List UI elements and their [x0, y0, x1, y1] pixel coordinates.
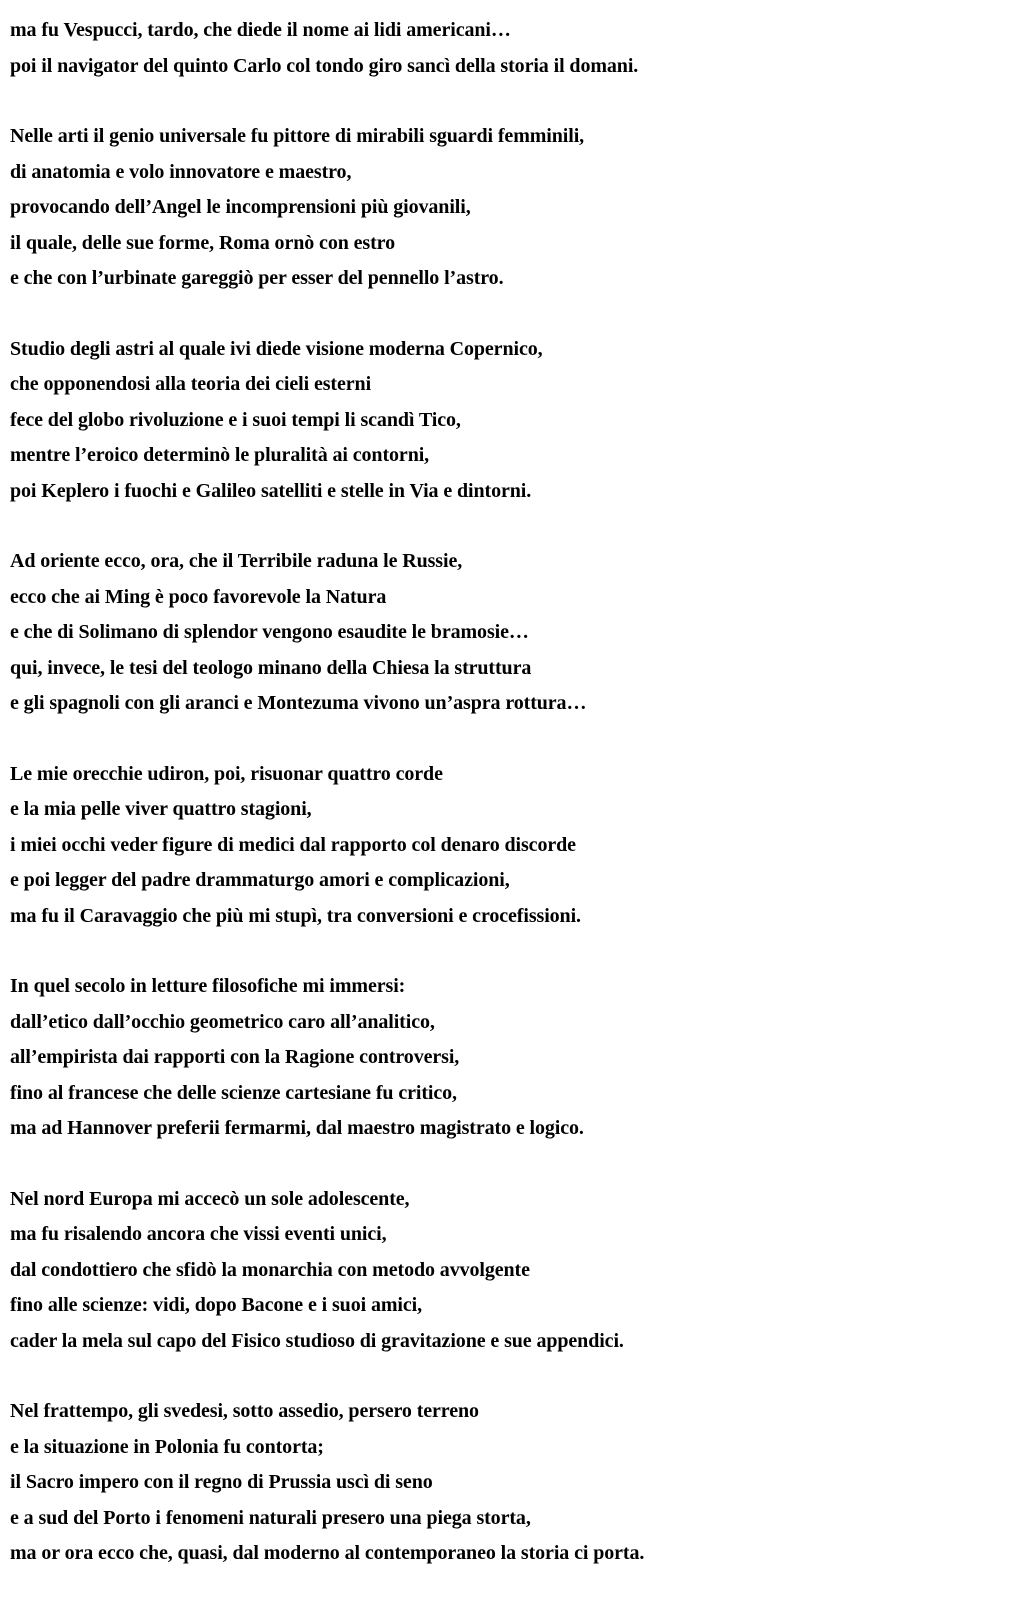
verse-line: il quale, delle sue forme, Roma ornò con estro: [10, 231, 395, 254]
verse-line: ma fu Vespucci, tardo, che diede il nome ai lidi americani…: [10, 19, 511, 41]
verse-line: cader la mela sul capo del Fisico studioso di gravitazione e sue appendici.: [10, 1329, 624, 1352]
verse-line: che opponendosi alla teoria dei cieli esterni: [10, 373, 372, 395]
verse-line: e che con l’urbinate gareggiò per esser del pennello l’astro.: [10, 267, 504, 289]
verse-line: fino alle scienze: vidi, dopo Bacone e i suoi amici,: [10, 1294, 423, 1316]
verse-line: Studio degli astri al quale ivi diede visione moderna Copernico,: [10, 337, 543, 360]
verse-line: all’empirista dai rapporti con la Ragione controversi,: [10, 1046, 460, 1068]
stanza-6: [10, 969, 1022, 1147]
stanza-4: [10, 544, 1022, 722]
verse-line: poi Keplero i fuochi e Galileo satelliti e stelle in Via e dintorni.: [10, 479, 532, 502]
verse-line: Le mie orecchie udiron, poi, risuonar quattro corde: [10, 762, 443, 785]
verse-line: fino al francese che delle scienze cartesiane fu critico,: [10, 1081, 457, 1104]
verse-line: ma fu il Caravaggio che più mi stupì, tra conversioni e crocefissioni.: [10, 904, 581, 927]
verse-line: In quel secolo in letture filosofiche mi immersi:: [10, 975, 406, 997]
verse-line: mentre l’eroico determinò le pluralità ai contorni,: [10, 444, 430, 466]
verse-line: e poi legger del padre drammaturgo amori e complicazioni,: [10, 869, 510, 891]
verse-line: Ad oriente ecco, ora, che il Terribile raduna le Russie,: [10, 550, 463, 572]
verse-line: e che di Solimano di splendor vengono esaudite le bramosie…: [10, 621, 529, 643]
stanza-5: [10, 757, 1022, 935]
stanza-7: [10, 1182, 1022, 1360]
verse-line: il Sacro impero con il regno di Prussia uscì di seno: [10, 1471, 433, 1493]
verse-line: di anatomia e volo innovatore e maestro,: [10, 160, 352, 183]
verse-line: ma ad Hannover preferii fermarmi, dal maestro magistrato e logico.: [10, 1117, 584, 1139]
verse-line: e gli spagnoli con gli aranci e Montezuma vivono un’aspra rottura…: [10, 692, 587, 714]
verse-line: e la situazione in Polonia fu contorta;: [10, 1435, 324, 1458]
verse-line: provocando dell’Angel le incomprensioni più giovanili,: [10, 196, 471, 218]
stanza-3: [10, 332, 1022, 510]
verse-line: qui, invece, le tesi del teologo minano della Chiesa la struttura: [10, 656, 532, 679]
verse-line: i miei occhi veder figure di medici dal rapporto col denaro discorde: [10, 833, 576, 856]
verse-line: ma or ora ecco che, quasi, dal moderno al contemporaneo la storia ci porta.: [10, 1542, 645, 1564]
verse-line: poi il navigator del quinto Carlo col tondo giro sancì della storia il domani.: [10, 54, 639, 77]
verse-line: Nel frattempo, gli svedesi, sotto assedio, persero terreno: [10, 1400, 479, 1422]
stanza-8: [10, 1394, 1022, 1572]
verse-line: ecco che ai Ming è poco favorevole la Natura: [10, 585, 387, 608]
verse-line: fece del globo rivoluzione e i suoi tempi li scandì Tico,: [10, 408, 461, 431]
stanza-1: [10, 13, 1022, 84]
verse-line: e a sud del Porto i fenomeni naturali presero una piega storta,: [10, 1506, 531, 1529]
verse-line: dal condottiero che sfidò la monarchia con metodo avvolgente: [10, 1258, 530, 1281]
verse-line: ma fu risalendo ancora che vissi eventi unici,: [10, 1223, 387, 1245]
verse-line: e la mia pelle viver quattro stagioni,: [10, 798, 312, 820]
verse-line: Nelle arti il genio universale fu pittore di mirabili sguardi femminili,: [10, 125, 585, 147]
verse-line: dall’etico dall’occhio geometrico caro all’analitico,: [10, 1010, 435, 1033]
stanza-2: [10, 119, 1022, 297]
verse-line: Nel nord Europa mi accecò un sole adolescente,: [10, 1187, 410, 1210]
